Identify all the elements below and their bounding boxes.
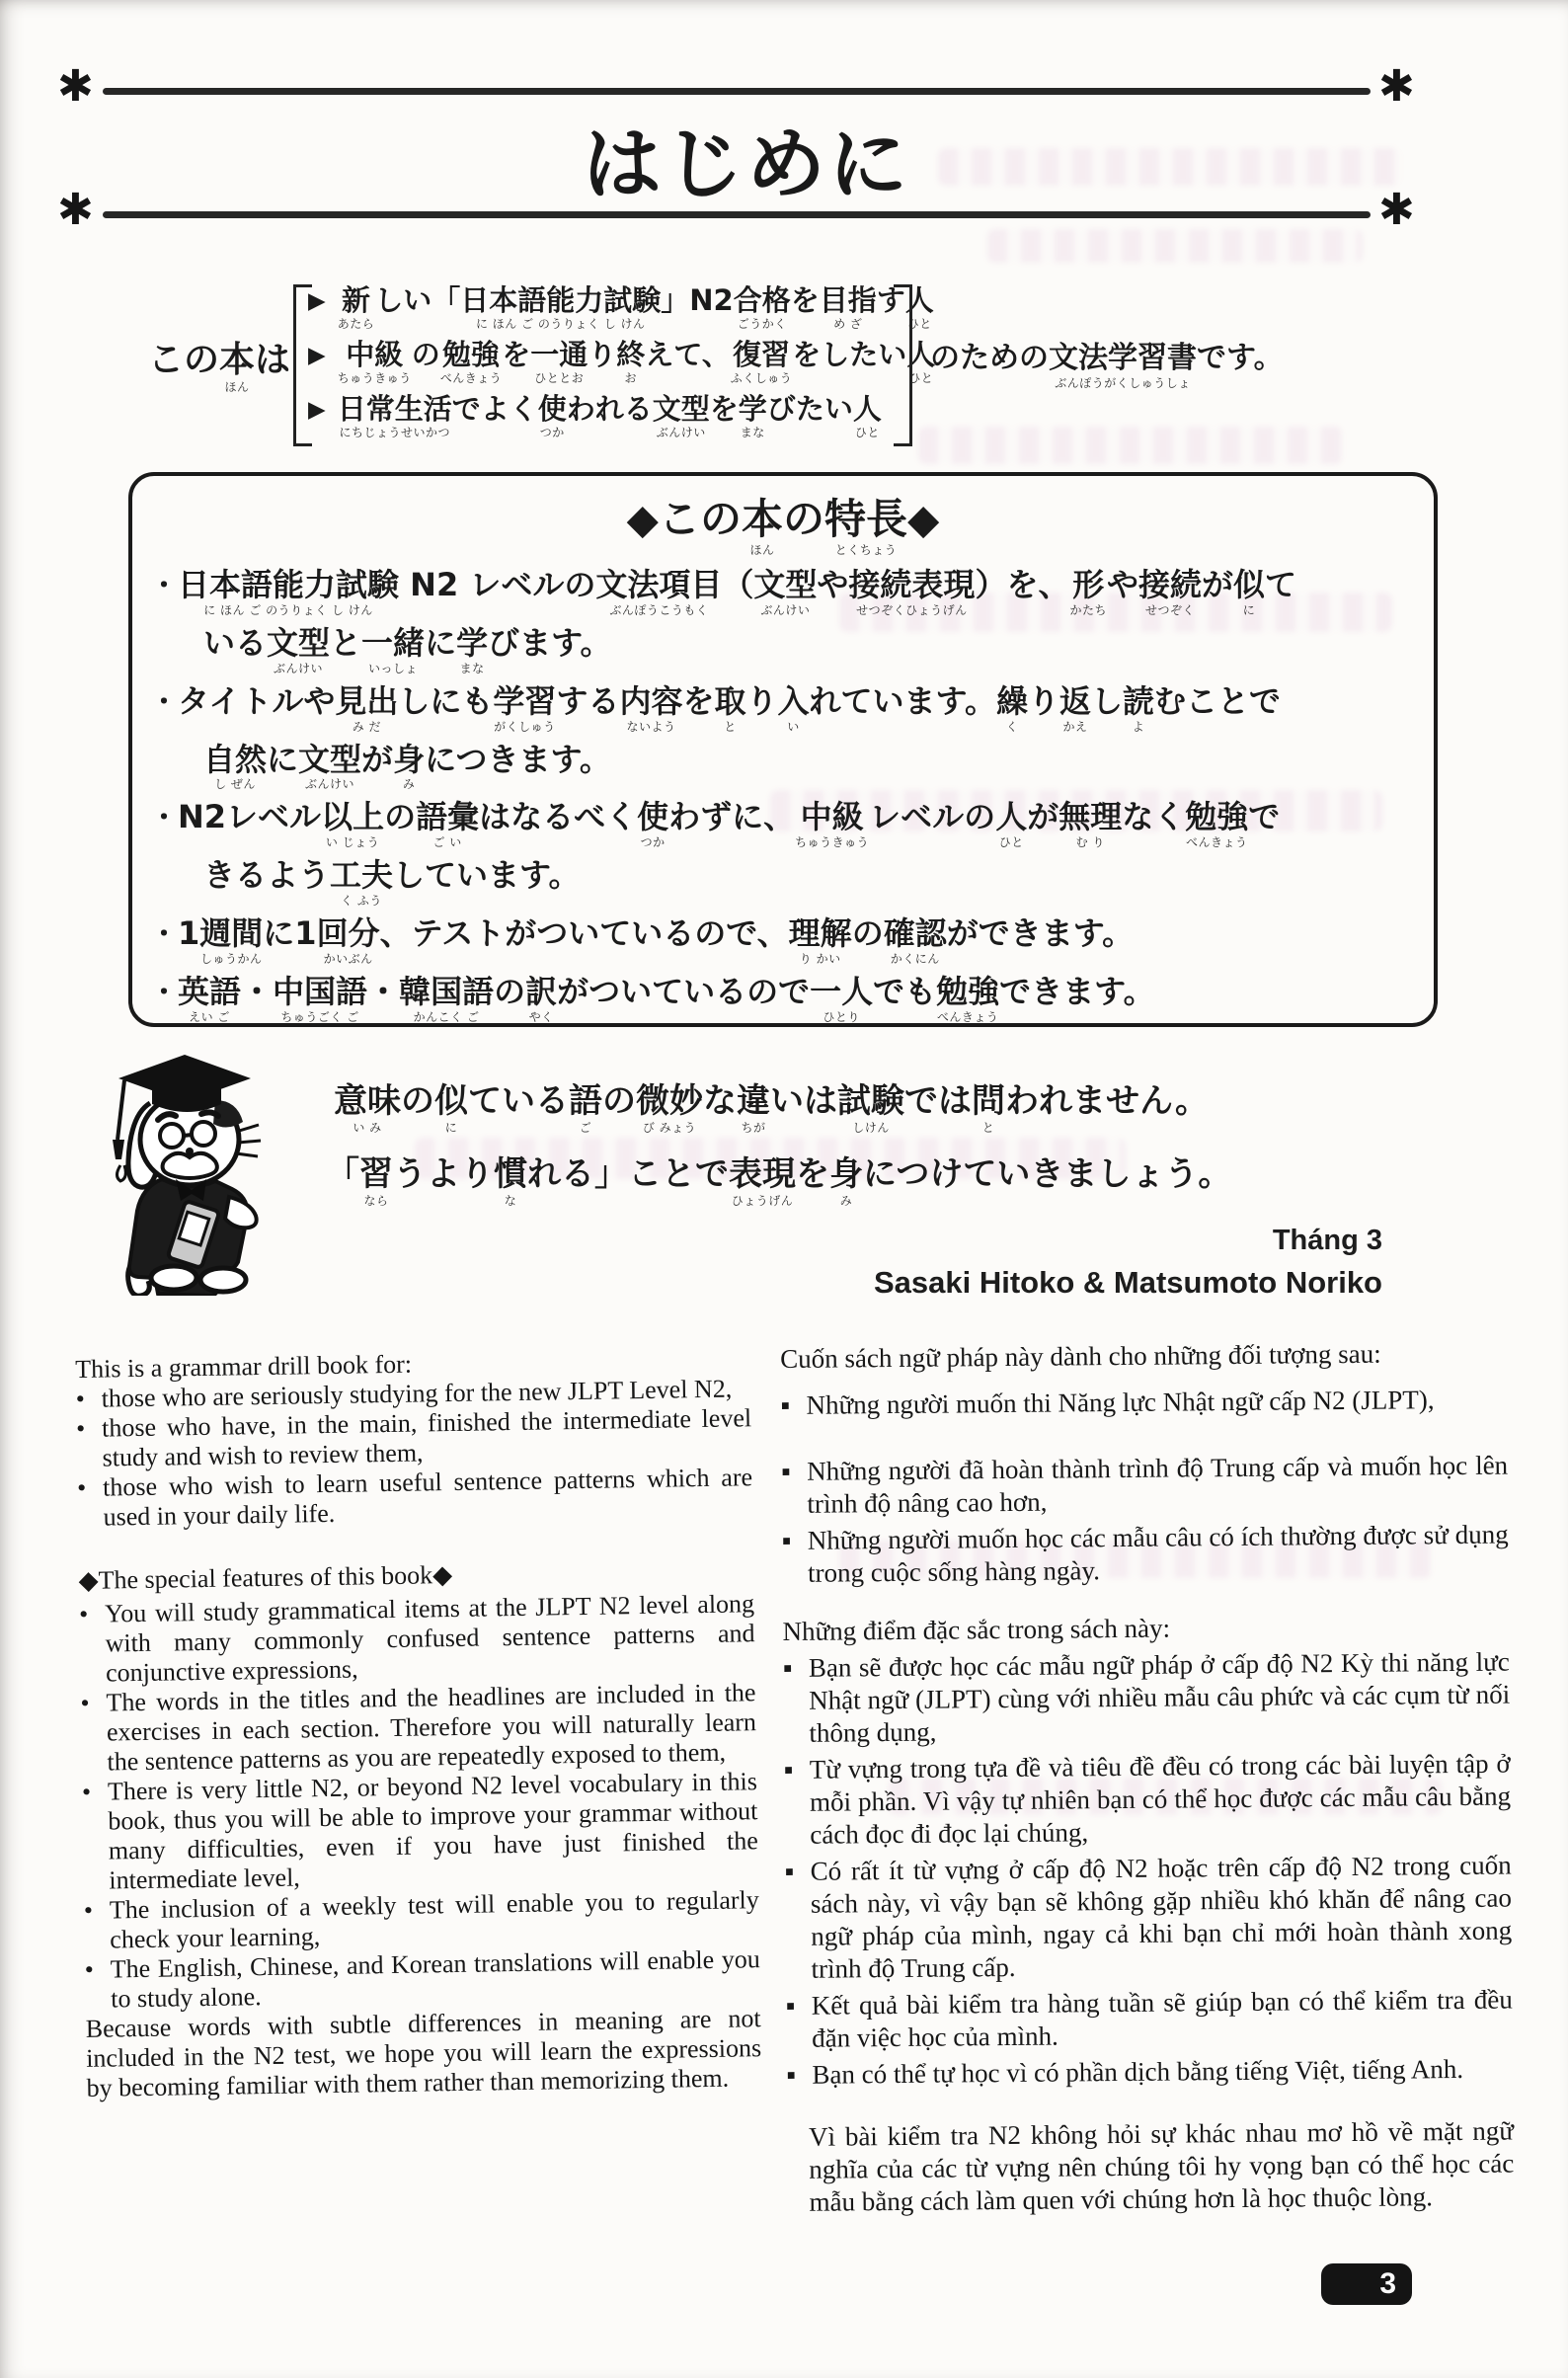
feature-line: きるよう 工夫 く ふう しています。 [203,856,581,909]
bracket-right [894,284,912,446]
feature-line: ・ タイトルや 見出 み だ しにも 学習 がくしゅう する 内容 ないよう を 取 と り 入 い れています。 繰 く り 返 かえ し 読 よ むことで [150,681,1282,734]
colophon [874,1225,1382,1301]
feature-line: ・ N2レベル 以上 い じょう の 語彙 ご い はなるべく 使 つか わずに、 中級 ちゅうきゅう レベルの 人 ひと が 無理 む り なく 勉強 べんきょう で [150,798,1281,850]
square-bullet-icon: ▪ [784,1856,795,1886]
intro-item: ▶ 日常生活 にちじょうせいかつ でよく 使 つか われる 文型 ぶんけい を 学 まな びたい 人 ひと [308,392,882,440]
english-feature-bullet: • You will study grammatical items at the JLPT N2 level along with many commonly confused sentence patterns and conjunctive expressions, [78,1589,755,1688]
english-intro: This is a grammar drill book for: [75,1349,413,1384]
triangle-bullet-icon: ▶ [308,397,326,423]
bleed-through-artifact [918,427,1343,464]
bullet-icon: • [78,1599,89,1628]
vietnamese-feature-bullet: ▪ Bạn có thể tự học vì có phần dịch bằng tiếng Việt, tiếng Anh. [786,2053,1464,2090]
message-line: 「 習 なら うより 慣 な れる」ことで 表現 ひょうげん を 身 み につけていきましょう。 [326,1154,1232,1209]
bullet-icon: • [80,1688,90,1717]
page-title: はじめに [583,119,910,210]
feature-line: ・ 英語 えい ご ・ 中国語 ちゅうごく ご ・ 韓国語 かんこく ご の 訳 やく がついているので 一人 ひとり でも 勉強 べんきょう できます。 [150,972,1155,1024]
vietnamese-intro-bullet: ▪ Những người đã hoàn thành trình độ Trung cấp và muốn học lên trình độ nâng cao hơn, [781,1450,1509,1519]
decorative-rule-bottom [103,211,1371,218]
english-closing: Because words with subtle differences in meaning are not included in the N2 test, we hope you will learn the expressions by becoming familiar with them rather than memorizing them. [85,2004,762,2102]
decorative-rule-top [103,88,1371,95]
english-intro-bullet: • those who have, in the main, finished the intermediate level study and wish to review them, [75,1403,752,1472]
dot-bullet-icon: ・ [150,569,179,602]
vietnamese-closing: Vì bài kiểm tra N2 không hỏi sự khác nhau mơ hồ về mặt ngữ nghĩa của các từ vựng nên chúng tôi hy vọng bạn có thể học các mẫu bằng cách làm quen với chúng hơn là học thuộc lòng. [808,2115,1515,2217]
bullet-icon: • [81,1777,92,1806]
english-feature-bullet: • The words in the titles and the headlines are included in the exercises in each section. Therefore you will naturally learn the sentence patterns as you are repeatedly exposed to them, [80,1678,757,1777]
vietnamese-feature-bullet: ▪ Có rất ít từ vựng ở cấp độ N2 hoặc trên cấp độ N2 trong cuốn sách này, vì vậy bạn sẽ không gặp nhiều khó khăn để nâng cao ngữ pháp của mình, ngay cả khi bạn chỉ mới hoàn thành xong trình độ Trung cấp. [784,1850,1513,1984]
square-bullet-icon: ▪ [785,1990,796,2021]
triangle-bullet-icon: ▶ [308,288,326,314]
english-features-heading: ◆The special features of this book◆ [78,1560,453,1595]
dot-bullet-icon: ・ [150,801,179,834]
features-box [128,472,1438,1027]
intro-item: ▶ 新 あたら しい「 日本語能力試験 に ほん ご のうりょく し けん 」N2 合格 ごうかく を 目指 め ざ す 人 ひと [308,283,934,332]
intro-item: ▶ 中級 ちゅうきゅう の 勉強 べんきょう を 一通 ひととお り 終 お えて、 復習 ふくしゅう をしたい 人 ひと [308,338,936,386]
vietnamese-intro-bullet: ▪ Những người muốn học các mẫu câu có ích thường được sử dụng trong cuộc sống hàng ngày. [781,1519,1509,1588]
square-bullet-icon: ▪ [781,1456,791,1486]
professor-dog-mascot [91,1049,274,1300]
colophon-date: Tháng 3 [1272,1225,1382,1256]
feature-line: ・ 1 週間 しゅうかん に1 回分 かいぶん 、テストがついているので、 理解 り かい の 確認 かくにん ができます。 [150,914,1135,966]
asterisk-icon: ✱ [1378,185,1415,235]
intro-tail: のための 文法学習書 ぶんぽうがくしゅうしょ です。 [930,341,1284,390]
feature-line: 自然 し ぜん に 文型 ぶんけい が 身 み につきます。 [203,740,611,792]
asterisk-icon: ✱ [57,61,94,112]
colophon-authors: Sasaki Hitoko & Matsumoto Noriko [873,1265,1382,1300]
bullet-icon: • [83,1895,94,1925]
square-bullet-icon: ▪ [782,1652,793,1683]
asterisk-icon: ✱ [1378,61,1415,112]
vietnamese-intro-bullet: ▪ Những người muốn thi Năng lực Nhật ngữ cấp N2 (JLPT), [780,1385,1435,1420]
intro-lead: この 本 ほん は [148,340,291,395]
vietnamese-feature-bullet: ▪ Từ vựng trong tựa đề và tiêu đề đều có trong các bài luyện tập ở mỗi phần. Vì vậy tự nhiên bạn có thể học được các mẫu câu bằng cách đọc đi đọc lại chúng, [783,1748,1512,1850]
dot-bullet-icon: ・ [150,917,179,951]
page-number-badge [1321,2263,1412,2305]
english-feature-bullet: • There is very little N2, or beyond N2 level vocabulary in this book, thus you will be able to improve your grammar without many difficulties, even if you have just finished the intermediate level, [81,1767,759,1895]
square-bullet-icon: ▪ [786,2059,797,2090]
bullet-icon: • [84,1954,95,1984]
vietnamese-intro: Cuốn sách ngữ pháp này dành cho những đối tượng sau: [780,1338,1381,1374]
asterisk-icon: ✱ [57,185,94,235]
message-line: 意味 い み の 似 に ている 語 ご の 微妙 び みょう な 違 ちが いは 試験 しけん では 問 と われません。 [334,1081,1210,1136]
vietnamese-features-heading: Những điểm đặc sắc trong sách này: [782,1613,1171,1646]
english-intro-bullet: • those who wish to learn useful sentence patterns which are used in your daily life. [76,1463,753,1532]
triangle-bullet-icon: ▶ [308,343,326,368]
dot-bullet-icon: ・ [150,684,179,718]
page-number: 3 [1379,2267,1396,2300]
feature-line: ・ 日本語能力試験 に ほん ご のうりょく し けん N2 レベルの 文法項目 ぶんぽうこうもく （ 文型 ぶんけい や 接続表現 せつぞくひょうげん ）を、 形 かたち や 接続 せつぞく が 似 に て [150,566,1297,618]
english-intro-bullet: • those who are seriously studying for the new JLPT Level N2, [75,1374,733,1413]
professor-dog-icon [91,1049,274,1296]
bullet-icon: • [75,1384,86,1413]
english-column [75,1344,762,2103]
bullet-icon: • [75,1413,86,1443]
feature-line: いる 文型 ぶんけい と 一緒 いっしょ に 学 まな びます。 [203,624,612,675]
dot-bullet-icon: ・ [150,975,179,1008]
english-feature-bullet: • The English, Chinese, and Korean translations will enable you to study alone. [84,1944,760,2014]
bleed-through-artifact [987,229,1363,263]
square-bullet-icon: ▪ [780,1389,791,1420]
vietnamese-feature-bullet: ▪ Bạn sẽ được học các mẫu ngữ pháp ở cấp độ N2 Kỳ thi năng lực Nhật ngữ (JLPT) cùng với nhiều mẫu câu phức và các cụm từ nối thông dụng, [782,1646,1511,1748]
bullet-icon: • [76,1472,87,1502]
square-bullet-icon: ▪ [783,1754,794,1784]
features-box-title: ◆この 本 ほん の 特長 とくちょう ◆ [626,495,940,558]
vietnamese-feature-bullet: ▪ Kết quả bài kiểm tra hàng tuần sẽ giúp bạn có thể kiểm tra đều đặn việc học của mình. [785,1984,1513,2053]
square-bullet-icon: ▪ [781,1525,792,1555]
english-feature-bullet: • The inclusion of a weekly test will enable you to regularly check your learning, [83,1885,759,1954]
vietnamese-column [780,1337,1515,2219]
